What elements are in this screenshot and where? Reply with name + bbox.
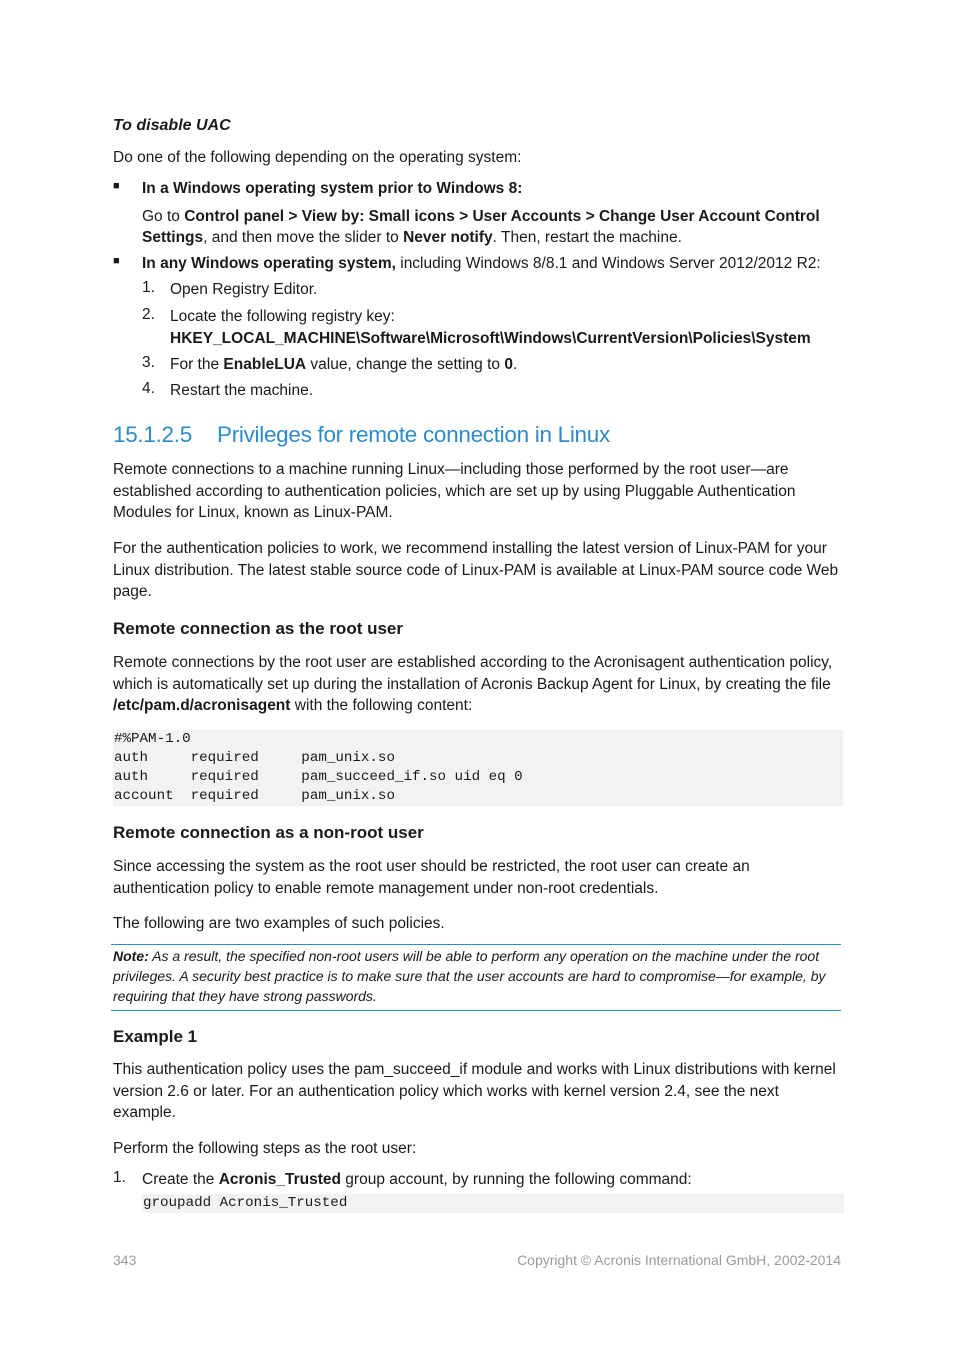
bullet-item-prior-win8 — [113, 178, 843, 249]
step3-enablelua: EnableLUA — [223, 356, 307, 373]
step3-zero: 0 — [504, 356, 513, 373]
example1-para1: This authentication policy uses the pam_succeed_if module and works with Linux distributions with kernel version 2.6 or later. For an authentication policy which works with kernel version 2.4, see the next example. — [113, 1061, 836, 1121]
bullet2-text — [142, 253, 843, 275]
step2-text: Locate the following registry key: — [170, 308, 395, 325]
step4-text: Restart the machine. — [170, 382, 314, 399]
section-para1: Remote connections to a machine running Linux—including those performed by the root user—are established according to authentication policies, which are set up by using Pluggable Authentication Modules for Linux, known as Linux-PAM. — [113, 461, 796, 521]
note-label: Note: — [113, 948, 149, 964]
root-para — [113, 652, 841, 717]
section-heading — [113, 421, 610, 449]
section-number: 15.1.2.5 — [113, 422, 192, 447]
pam-code-block: #%PAM-1.0 auth required pam_unix.so auth required pam_succeed_if.so uid eq 0 account required pam_unix.so — [113, 730, 843, 806]
groupadd-command: groupadd Acronis_Trusted — [142, 1194, 844, 1213]
step-number: 3. — [142, 354, 155, 371]
step-number: 1. — [113, 1169, 126, 1186]
root-heading: Remote connection as the root user — [113, 619, 403, 638]
bullet1-goto: Go to — [142, 207, 185, 225]
uac-intro: Do one of the following depending on the operating system: — [113, 149, 522, 166]
note-box — [111, 944, 841, 1011]
step3-e: . — [512, 356, 518, 373]
step3-text — [170, 354, 843, 376]
bullet2-rest: including Windows 8/8.1 and Windows Server 2012/2012 R2: — [395, 255, 821, 272]
example1-step1 — [142, 1169, 843, 1191]
bullet1-body — [142, 206, 842, 249]
bullet2-bold: In any Windows operating system, — [142, 255, 396, 272]
example1-step1-c: group account, by running the following command: — [341, 1171, 692, 1188]
bullet1-never-notify: Never notify — [403, 229, 493, 246]
root-para-b: with the following content: — [290, 697, 473, 714]
uac-heading: To disable UAC — [113, 117, 231, 134]
list-item — [113, 279, 843, 301]
example1-step1-a: Create the — [142, 1171, 219, 1188]
copyright: Copyright © Acronis International GmbH, 2002-2014 — [517, 1252, 841, 1268]
section-title: Privileges for remote connection in Linux — [217, 422, 610, 447]
root-para-file: /etc/pam.d/acronisagent — [113, 697, 291, 714]
step-number: 2. — [142, 306, 155, 323]
step-number: 1. — [142, 279, 155, 296]
step-number: 4. — [142, 380, 155, 397]
bullet1-end: . Then, restart the machine. — [492, 229, 682, 246]
example1-para2: Perform the following steps as the root user: — [113, 1140, 417, 1157]
bullet1-title: In a Windows operating system prior to Windows 8: — [142, 180, 523, 197]
note-text: As a result, the specified non-root users will be able to perform any operation on the machine under the root privileges. A security best practice is to make sure that the user accounts are hard to compromise—for example, by requiring that they have strong passwords. — [113, 948, 826, 1004]
list-item — [113, 306, 843, 349]
example1-heading: Example 1 — [113, 1027, 198, 1046]
bullet1-path: Control panel > View by: Small icons > User Accounts > Change User Account Control Settings — [142, 207, 820, 246]
list-item — [113, 1169, 843, 1191]
nonroot-para1: Since accessing the system as the root user should be restricted, the root user can create an authentication policy to enable remote management under non-root credentials. — [113, 858, 750, 897]
step1-text: Open Registry Editor. — [170, 281, 318, 298]
bullet-item-any-windows — [113, 253, 843, 275]
root-para-a: Remote connections by the root user are established according to the Acronisagent authentication policy, which is automatically set up during the installation of Acronis Backup Agent for Linux, by creating the file — [113, 654, 833, 693]
list-item — [113, 354, 843, 376]
page-number: 343 — [113, 1252, 137, 1268]
step3-a: For the — [170, 356, 224, 373]
list-item — [113, 380, 843, 402]
nonroot-heading: Remote connection as a non-root user — [113, 823, 424, 842]
example1-step1-group: Acronis_Trusted — [218, 1171, 341, 1188]
registry-key: HKEY_LOCAL_MACHINE\Software\Microsoft\Windows\CurrentVersion\Policies\System — [170, 329, 811, 347]
bullet-square-icon: ■ — [113, 255, 120, 267]
bullet1-mid: , and then move the slider to — [203, 229, 404, 246]
section-para2: For the authentication policies to work, we recommend installing the latest version of Linux-PAM for your Linux distribution. The latest stable source code of Linux-PAM is available at Linux-PAM source code Web page. — [113, 540, 839, 600]
nonroot-para2: The following are two examples of such policies. — [113, 915, 445, 932]
step3-c: value, change the setting to — [306, 356, 505, 373]
bullet-square-icon: ■ — [113, 180, 120, 192]
